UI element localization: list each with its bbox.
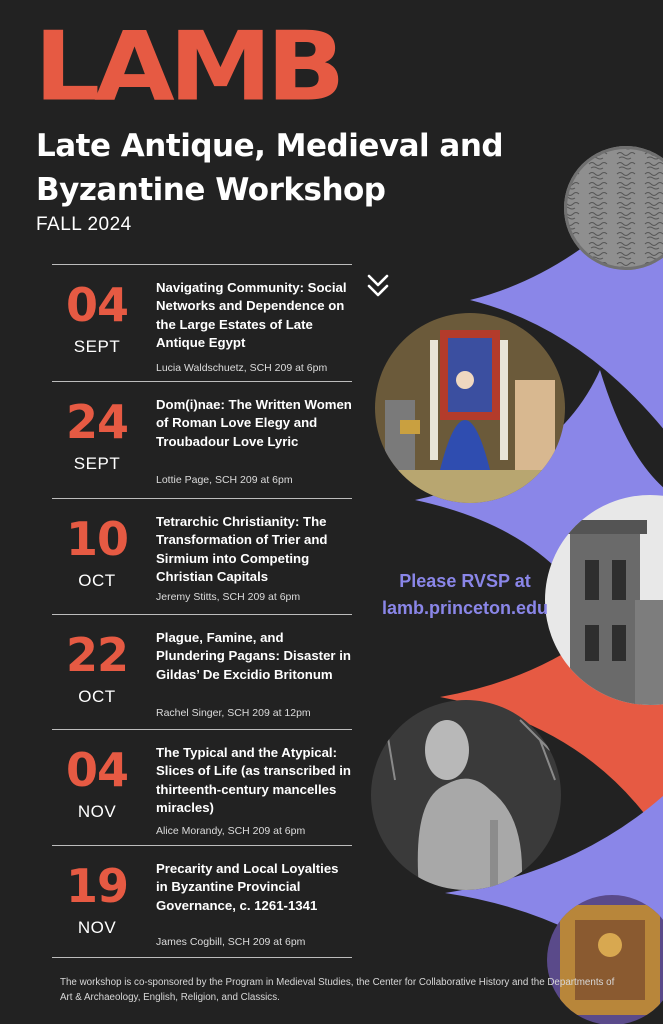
event-title: Precarity and Local Loyalties in Byzantine Provincial Governance, c. 1261-1341 [156,861,339,913]
rsvp-note [372,568,558,622]
event-month: SEPT [73,337,121,356]
event-title: Plague, Famine, and Plundering Pagans: Disaster in Gildas’ De Excidio Britonum [156,630,351,682]
event-speaker: Alice Morandy, SCH 209 at 6pm [156,825,306,837]
event-speaker: Rachel Singer, SCH 209 at 12pm [156,707,311,719]
event-day: 22 [65,628,128,682]
rsvp-link[interactable]: lamb.princeton.edu [381,598,549,618]
event-item [52,729,352,846]
event-title: Dom(i)nae: The Written Women of Roman Love Elegy and Troubadour Love Lyric [156,397,352,449]
event-item [52,381,352,499]
event-item [52,614,352,730]
event-speaker: James Cogbill, SCH 209 at 6pm [156,936,306,948]
sponsor-footer: The workshop is co-sponsored by the Program in Medieval Studies, the Center for Collaborative History and the Departments of Art & Archaeology, English, Religion, and Classics. [60,977,615,1003]
event-day: 10 [65,512,128,566]
event-day: 04 [65,278,128,332]
event-day: 24 [65,395,128,449]
event-title: Tetrarchic Christianity: The Transformation of Trier and Sirmium into Competing Christian Capitals [156,514,328,584]
rsvp-line-1: Please RVSP at [399,571,531,591]
event-item [52,498,352,615]
event-speaker: Jeremy Stitts, SCH 209 at 6pm [156,591,301,603]
event-month: SEPT [73,454,121,473]
term-label: FALL 2024 [36,214,132,235]
event-item [52,845,352,958]
lamb-logo: LAMB [34,10,340,123]
event-day: 19 [65,859,128,913]
event-month: NOV [77,802,117,821]
event-month: OCT [78,571,116,590]
event-title: Navigating Community: Social Networks and Dependence on the Large Estates of Late Antique Egypt [156,280,347,350]
workshop-title: Late Antique, Medieval and Byzantine Workshop [36,128,504,208]
event-speaker: Lucia Waldschuetz, SCH 209 at 6pm [156,362,328,374]
double-chevron-down-icon [366,272,390,300]
event-month: NOV [77,918,117,937]
event-month: OCT [78,687,116,706]
event-speaker: Lottie Page, SCH 209 at 6pm [156,474,293,486]
event-item [52,264,352,382]
event-title: The Typical and the Atypical: Slices of Life (as transcribed in thirteenth-century mancelles miracles) [156,745,351,815]
event-day: 04 [65,743,128,797]
